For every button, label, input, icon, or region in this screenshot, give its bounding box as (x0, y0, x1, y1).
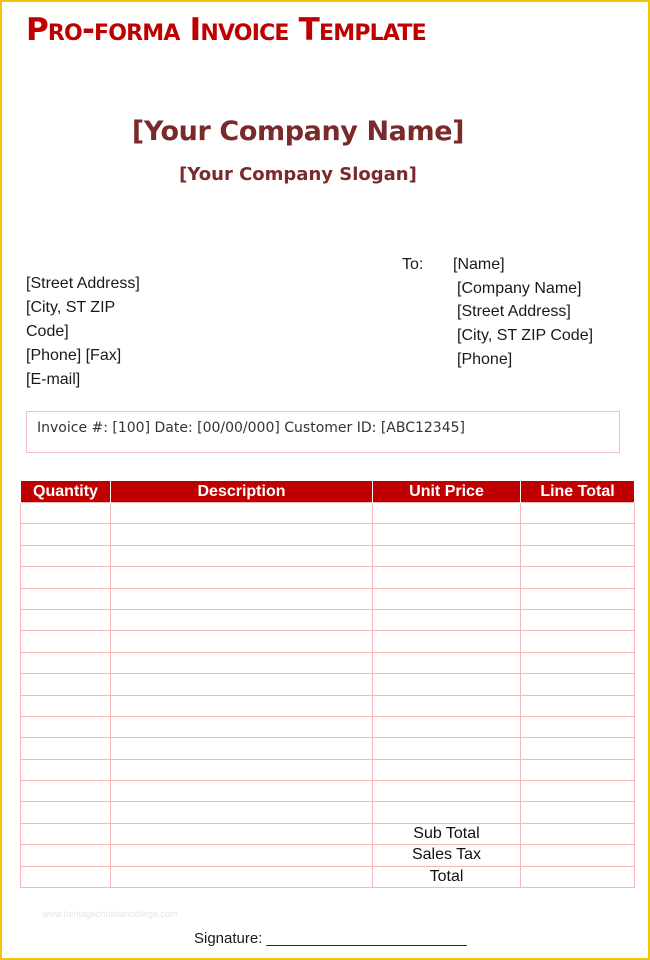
unit-price-cell[interactable] (373, 716, 521, 737)
recipient-street: [Street Address] (457, 303, 571, 321)
quantity-cell[interactable] (21, 674, 111, 695)
description-cell[interactable] (111, 738, 373, 759)
quantity-cell[interactable] (21, 609, 111, 630)
line-total-cell[interactable] (521, 674, 635, 695)
to-label: To: (402, 256, 424, 273)
recipient-name: [Name] (453, 256, 505, 273)
company-name: [Your Company Name] (131, 116, 465, 147)
line-total-cell[interactable] (521, 588, 635, 609)
line-total-cell[interactable] (521, 567, 635, 588)
recipient-phone: [Phone] (457, 350, 513, 368)
watermark: www.heritagechristiancollege.com (42, 909, 178, 919)
quantity-cell[interactable] (21, 866, 111, 887)
description-cell[interactable] (111, 631, 373, 652)
table-row (21, 545, 635, 566)
unit-price-cell[interactable] (373, 524, 521, 545)
sender-street: [Street Address] (26, 275, 140, 292)
description-cell[interactable] (111, 674, 373, 695)
description-cell[interactable] (111, 866, 373, 887)
subtotal-value-cell[interactable] (521, 823, 635, 844)
sender-phone-fax: [Phone] [Fax] (26, 347, 122, 364)
total-label: Total (373, 866, 521, 887)
quantity-cell[interactable] (21, 588, 111, 609)
quantity-cell[interactable] (21, 503, 111, 524)
quantity-cell[interactable] (21, 695, 111, 716)
subtotal-row (21, 823, 635, 844)
sender-city-line1: [City, ST ZIP (26, 299, 116, 316)
invoice-info-box: Invoice #: [100] Date: [00/00/000] Customer ID: [ABC12345] (26, 411, 620, 453)
unit-price-cell[interactable] (373, 738, 521, 759)
quantity-cell[interactable] (21, 716, 111, 737)
line-total-cell[interactable] (521, 545, 635, 566)
line-items-table (20, 481, 635, 888)
table-row (21, 609, 635, 630)
line-total-cell[interactable] (521, 524, 635, 545)
document-title: Pro-forma Invoice Template (26, 12, 426, 48)
sender-address (26, 272, 186, 392)
signature-blank[interactable]: ________________________ (266, 930, 467, 947)
line-total-cell[interactable] (521, 716, 635, 737)
company-slogan: [Your Company Slogan] (179, 164, 417, 185)
quantity-cell[interactable] (21, 759, 111, 780)
header-line-total: Line Total (521, 481, 635, 503)
description-cell[interactable] (111, 567, 373, 588)
quantity-cell[interactable] (21, 545, 111, 566)
quantity-cell[interactable] (21, 802, 111, 823)
quantity-cell[interactable] (21, 845, 111, 866)
table-row (21, 759, 635, 780)
sales-tax-row (21, 845, 635, 866)
sender-city-line2: Code] (26, 323, 69, 340)
line-total-cell[interactable] (521, 503, 635, 524)
sales-tax-value-cell[interactable] (521, 845, 635, 866)
description-cell[interactable] (111, 716, 373, 737)
description-cell[interactable] (111, 588, 373, 609)
header-quantity: Quantity (21, 481, 111, 503)
unit-price-cell[interactable] (373, 503, 521, 524)
sender-email: [E-mail] (26, 371, 81, 388)
table-row (21, 695, 635, 716)
unit-price-cell[interactable] (373, 567, 521, 588)
total-value-cell[interactable] (521, 866, 635, 887)
table-row (21, 524, 635, 545)
quantity-cell[interactable] (21, 781, 111, 802)
description-cell[interactable] (111, 524, 373, 545)
description-cell[interactable] (111, 503, 373, 524)
line-total-cell[interactable] (521, 695, 635, 716)
unit-price-cell[interactable] (373, 759, 521, 780)
header-description: Description (111, 481, 373, 503)
signature-line (194, 930, 467, 947)
line-total-cell[interactable] (521, 781, 635, 802)
line-total-cell[interactable] (521, 759, 635, 780)
unit-price-cell[interactable] (373, 695, 521, 716)
unit-price-cell[interactable] (373, 631, 521, 652)
description-cell[interactable] (111, 545, 373, 566)
quantity-cell[interactable] (21, 738, 111, 759)
table-row (21, 503, 635, 524)
table-row (21, 781, 635, 802)
quantity-cell[interactable] (21, 524, 111, 545)
unit-price-cell[interactable] (373, 674, 521, 695)
unit-price-cell[interactable] (373, 652, 521, 673)
total-row (21, 866, 635, 887)
table-row (21, 716, 635, 737)
unit-price-cell[interactable] (373, 588, 521, 609)
table-row (21, 567, 635, 588)
quantity-cell[interactable] (21, 652, 111, 673)
table-row (21, 802, 635, 823)
recipient-company: [Company Name] (457, 279, 582, 297)
table-row (21, 674, 635, 695)
table-row (21, 652, 635, 673)
header-unit-price: Unit Price (373, 481, 521, 503)
description-cell[interactable] (111, 652, 373, 673)
description-cell[interactable] (111, 802, 373, 823)
line-total-cell[interactable] (521, 802, 635, 823)
sales-tax-label: Sales Tax (373, 845, 521, 866)
line-total-cell[interactable] (521, 652, 635, 673)
line-total-cell[interactable] (521, 609, 635, 630)
unit-price-cell[interactable] (373, 545, 521, 566)
table-row (21, 738, 635, 759)
description-cell[interactable] (111, 609, 373, 630)
quantity-cell[interactable] (21, 631, 111, 652)
unit-price-cell[interactable] (373, 609, 521, 630)
table-row (21, 631, 635, 652)
description-cell[interactable] (111, 845, 373, 866)
quantity-cell[interactable] (21, 823, 111, 844)
recipient-lines (453, 253, 643, 372)
table-header-row (21, 481, 635, 503)
description-cell[interactable] (111, 823, 373, 844)
subtotal-label: Sub Total (373, 823, 521, 844)
description-cell[interactable] (111, 759, 373, 780)
quantity-cell[interactable] (21, 567, 111, 588)
unit-price-cell[interactable] (373, 802, 521, 823)
signature-label: Signature: (194, 930, 263, 947)
line-total-cell[interactable] (521, 738, 635, 759)
unit-price-cell[interactable] (373, 781, 521, 802)
recipient-city: [City, ST ZIP Code] (457, 327, 594, 345)
line-total-cell[interactable] (521, 631, 635, 652)
table-row (21, 588, 635, 609)
table-body (21, 503, 635, 888)
description-cell[interactable] (111, 781, 373, 802)
description-cell[interactable] (111, 695, 373, 716)
